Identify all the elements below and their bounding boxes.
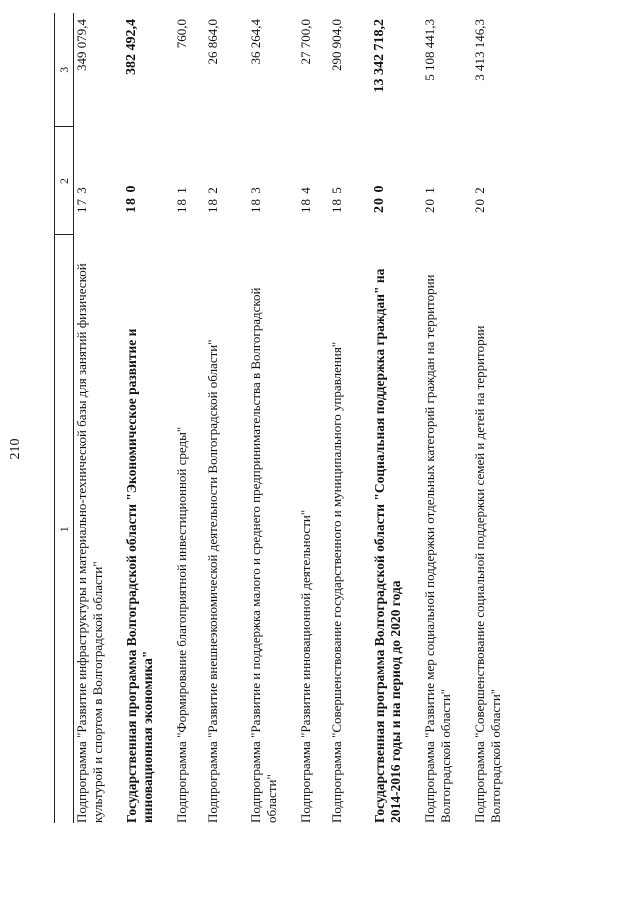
program-name: Подпрограмма "Формирование благоприятной инвестиционной среды" [173,426,189,823]
program-name: Подпрограмма "Развитие инновационной деятельности" [297,509,313,823]
column-header-3: 3 [55,13,74,127]
program-amount: 3 413 146,3 [471,19,487,81]
table-row [205,13,248,823]
program-name: Подпрограмма "Развитие внешнеэкономической деятельности Волгоградской области" [204,339,220,823]
program-amount: 382 492,4 [123,19,139,75]
budget-table [54,13,522,823]
table-row [422,13,472,823]
table-header-row [55,13,74,823]
program-amount: 760,0 [173,19,189,49]
table-row [372,13,422,823]
program-code: 20 1 [421,186,437,213]
table-row [174,13,205,823]
table-row [472,13,522,823]
table-row [124,13,174,823]
program-amount: 13 342 718,2 [371,19,387,93]
table-row [74,13,124,823]
program-code: 20 0 [371,184,387,213]
table-row [329,13,372,823]
program-code: 18 3 [247,186,263,213]
program-code: 17 3 [74,186,89,213]
program-name: Подпрограмма "Совершенствование социальной поддержки семей и детей на территории Волгоградской области" [471,325,503,823]
program-code: 18 4 [297,186,313,213]
program-amount: 27 700,0 [297,19,313,65]
program-name: Подпрограмма "Развитие мер социальной поддержки отдельных категорий граждан на территории Волгоградской области" [421,274,453,823]
program-name: Государственная программа Волгоградской области "Экономическое развитие и инновационная экономика" [123,328,155,823]
program-amount: 290 904,0 [328,19,344,71]
program-code: 18 2 [204,186,220,213]
program-amount: 26 864,0 [204,19,220,65]
program-code: 20 2 [471,186,487,213]
program-name: Подпрограмма "Развитие и поддержка малого и среднего предпринимательства в Волгоградской области" [247,287,279,823]
program-code: 18 1 [173,186,189,213]
program-amount: 36 264,4 [247,19,263,65]
program-code: 18 5 [328,186,344,213]
program-name: Подпрограмма "Развитие инфраструктуры и материально-технической базы для занятий физической культурой и спортом в Волгоградской области" [74,263,105,823]
page-number: 210 [8,438,23,460]
program-name: Подпрограмма "Совершенствование государственного и муниципального управления" [328,341,344,823]
table-row [248,13,298,823]
column-header-1: 1 [55,235,74,823]
program-code: 18 0 [123,184,139,213]
table-row [298,13,329,823]
program-amount: 5 108 441,3 [421,19,437,81]
program-amount: 349 079,4 [74,19,89,71]
column-header-2: 2 [55,127,74,235]
program-name: Государственная программа Волгоградской области "Социальная поддержка граждан" на 2014-2016 годы и на период до 2020 года [371,268,403,823]
